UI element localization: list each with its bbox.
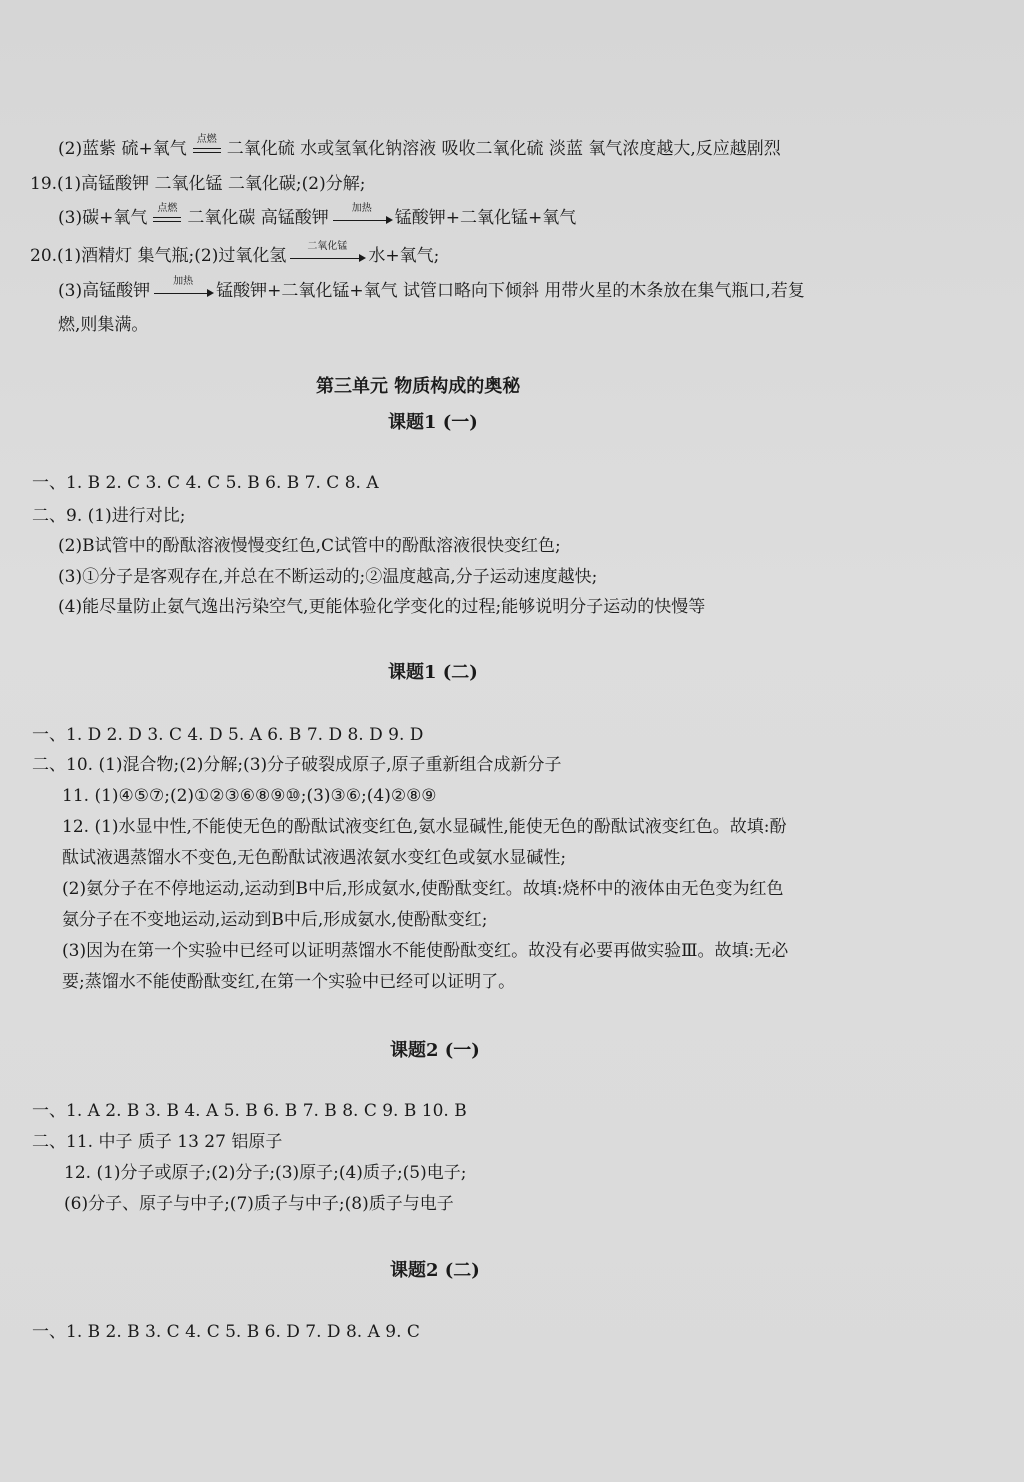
equals-sign [193,148,221,153]
unit-title: 第三单元 物质构成的奥秘 [316,376,521,397]
reaction-ignite [189,133,225,162]
answer-line: 12. (1)水显中性,不能使无色的酚酞试液变红色,氨水显碱性,能使无色的酚酞试液变红色。故填:酚 [62,817,787,837]
section-title-2-1: 课题2 (一) [390,1040,480,1061]
text: (2)蓝紫 硫+氧气 [58,139,187,159]
condition-label: 加热 [351,202,372,214]
answer-line: 一、1. B 2. C 3. C 4. C 5. B 6. B 7. C 8. A [32,473,379,493]
condition-label: 点燃 [196,133,217,145]
answer-line-19-1: 19.(1)高锰酸钾 二氧化锰 二氧化碳;(2)分解; [30,174,366,194]
equals-sign [153,217,181,222]
section-title-2-2: 课题2 (二) [390,1260,480,1281]
answer-line: 一、1. A 2. B 3. B 4. A 5. B 6. B 7. B 8. C 9. B 10. B [32,1101,467,1121]
text: (3)高锰酸钾 [58,281,151,301]
arrow-icon [290,258,360,259]
answer-line: (6)分子、原子与中子;(7)质子与中子;(8)质子与电子 [64,1194,454,1214]
answer-line: (4)能尽量防止氨气逸出污染空气,更能体验化学变化的过程;能够说明分子运动的快慢等 [58,597,706,617]
section-title-1-2: 课题1 (二) [388,662,478,683]
reaction-heat-arrow [331,202,393,231]
text: 锰酸钾+二氧化锰+氧气 试管口略向下倾斜 用带火星的木条放在集气瓶口,若复 [216,281,805,301]
arrow-icon [333,220,387,221]
condition-label: 加热 [173,275,194,287]
answer-line: 要;蒸馏水不能使酚酞变红,在第一个实验中已经可以证明了。 [62,972,516,992]
reaction-ignite [149,202,185,231]
condition-label: 点燃 [157,202,178,214]
answer-line: (3)因为在第一个实验中已经可以证明蒸馏水不能使酚酞变红。故没有必要再做实验Ⅲ。故填:无必 [62,941,789,961]
arrow-icon [154,293,208,294]
text: 水+氧气; [368,246,440,266]
answer-line: 酞试液遇蒸馏水不变色,无色酚酞试液遇浓氨水变红色或氨水显碱性; [62,848,567,868]
answer-line: (2)氨分子在不停地运动,运动到B中后,形成氨水,使酚酞变红。故填:烧杯中的液体由无色变为红色 [62,879,784,899]
answer-line: 12. (1)分子或原子;(2)分子;(3)原子;(4)质子;(5)电子; [64,1163,467,1183]
answer-line-18-2 [58,133,781,162]
text: 二氧化碳 高锰酸钾 [187,208,329,228]
text: 二氧化硫 水或氢氧化钠溶液 吸收二氧化硫 淡蓝 氧气浓度越大,反应越剧烈 [226,139,781,159]
answer-line: 一、1. B 2. B 3. C 4. C 5. B 6. D 7. D 8. A 9. C [32,1322,420,1342]
answer-line: (2)B试管中的酚酞溶液慢慢变红色,C试管中的酚酞溶液很快变红色; [58,536,561,556]
answer-line-19-3 [58,202,577,231]
text: 锰酸钾+二氧化锰+氧气 [394,208,577,228]
answer-line: 氨分子在不变地运动,运动到B中后,形成氨水,使酚酞变红; [62,910,488,930]
answer-line-20-3 [58,275,805,304]
reaction-catalyst-arrow [288,240,366,269]
answer-line: 11. (1)④⑤⑦;(2)①②③⑥⑧⑨⑩;(3)③⑥;(4)②⑧⑨ [62,786,437,806]
answer-line: 二、10. (1)混合物;(2)分解;(3)分子破裂成原子,原子重新组合成新分子 [32,755,562,775]
answer-line: 二、9. (1)进行对比; [32,506,186,526]
reaction-heat-arrow [152,275,214,304]
answer-line: 一、1. D 2. D 3. C 4. D 5. A 6. B 7. D 8. D 9. D [32,725,424,745]
section-title-1-1: 课题1 (一) [388,412,478,433]
answer-line-20-3-cont: 燃,则集满。 [58,315,149,335]
answer-line: (3)①分子是客观存在,并总在不断运动的;②温度越高,分子运动速度越快; [58,567,598,587]
answer-line-20-1 [30,240,440,269]
condition-label: 二氧化锰 [307,240,348,252]
text: 20.(1)酒精灯 集气瓶;(2)过氧化氢 [30,246,287,266]
answer-line: 二、11. 中子 质子 13 27 铝原子 [32,1132,283,1152]
text: (3)碳+氧气 [58,208,148,228]
